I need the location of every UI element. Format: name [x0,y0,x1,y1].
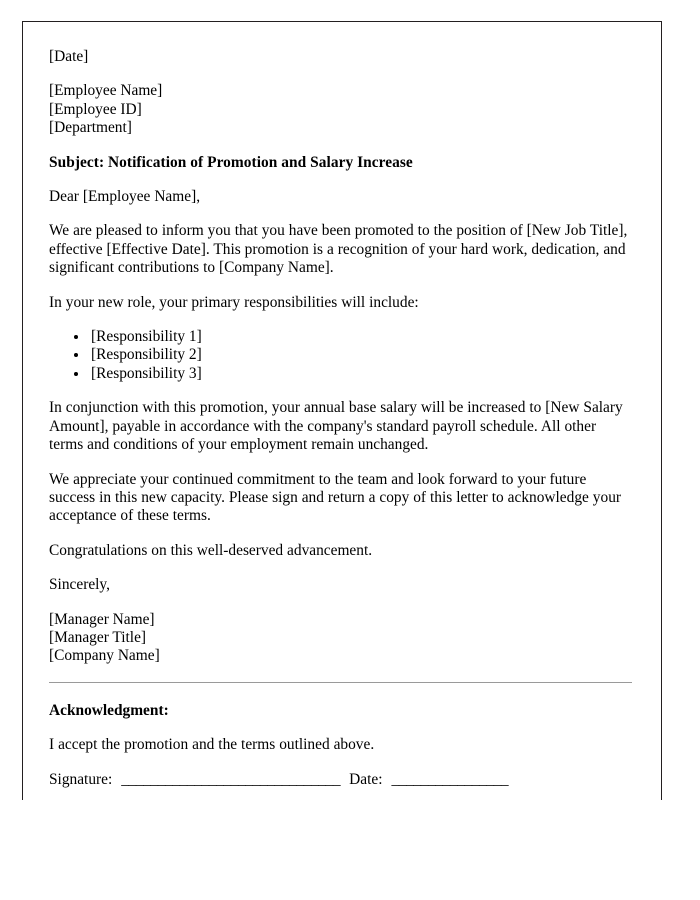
signature-label: Signature: [49,770,113,788]
list-item: • [Responsibility 3] [89,365,632,383]
document-page [22,21,662,800]
date-label: Date: [349,770,383,788]
recipient-name: [Employee Name] [49,82,163,100]
paragraph-appreciation: We appreciate your continued commitment to the team and look forward to your future success in this new capacity. Please sign and return a copy of this letter to acknowledge your acceptance of these terms. [49,470,622,525]
signer-name: [Manager Name] [49,610,155,628]
signature-date-row [49,771,632,789]
responsibilities-list [49,328,632,383]
paragraph-salary: In conjunction with this promotion, your annual base salary will be increased to [New Salary Amount], payable in accordance with the company's standard payroll schedule. All other terms and conditions of your employment remain unchanged. [49,399,623,454]
list-item: • [Responsibility 2] [89,346,632,364]
acknowledgment-statement: I accept the promotion and the terms outlined above. [49,736,375,754]
section-divider [49,682,632,683]
acknowledgment-heading: Acknowledgment: [49,701,169,719]
signer-block [49,611,632,666]
salutation: Dear [Employee Name], [49,188,201,206]
subject-line: Subject: Notification of Promotion and Salary Increase [49,153,413,171]
recipient-department: [Department] [49,119,132,137]
date-placeholder: [Date] [49,48,89,65]
letter-content [49,48,632,789]
signer-company: [Company Name] [49,647,160,665]
date-input-rule[interactable]: ________________ [391,770,509,788]
recipient-block [49,82,632,137]
list-item: • [Responsibility 1] [89,328,632,346]
signature-input-rule[interactable]: ______________________________ [121,770,341,788]
recipient-id: [Employee ID] [49,100,142,118]
closing-salutation: Sincerely, [49,576,110,594]
paragraph-role-intro: In your new role, your primary responsibilities will include: [49,293,419,311]
paragraph-congratulations: Congratulations on this well-deserved advancement. [49,541,373,559]
signer-title: [Manager Title] [49,628,147,646]
paragraph-promotion: We are pleased to inform you that you have been promoted to the position of [New Job Title], effective [Effective Date]. This promotion is a recognition of your hard work, dedication, and significant contributions to [Company Name]. [49,222,628,277]
